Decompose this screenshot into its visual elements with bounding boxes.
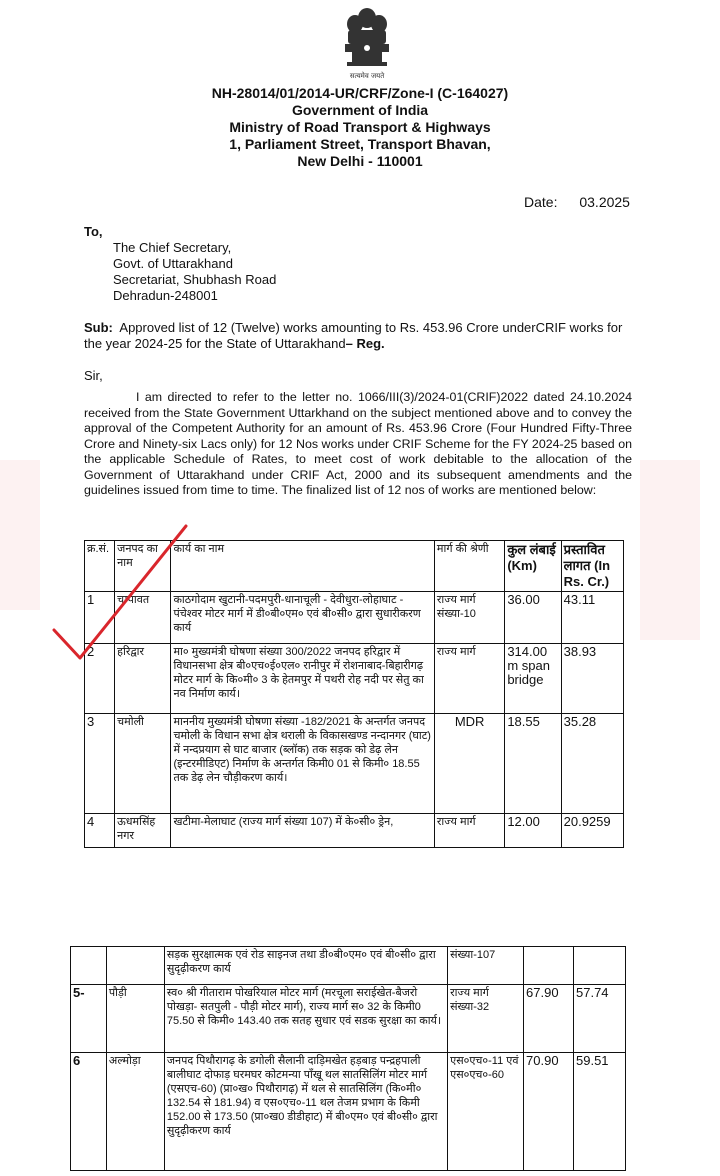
cell-road-class: राज्य मार्ग संख्या-10: [434, 592, 504, 644]
subject-text: Approved list of 12 (Twelve) works amounting to Rs. 453.96 Crore underCRIF works for the year 2024-25 for the State of Uttarakhand: [84, 320, 623, 351]
cell-district: हरिद्वार: [115, 644, 171, 714]
table-row: [71, 947, 626, 985]
cell-road-class: संख्या-107: [448, 947, 524, 985]
cell-work: जनपद पिथौरागढ़ के डगोली सैलानी दाड़िमखेत हड़बाड़ पन्द्रहपाली बालीघाट दोफाड़ घरमघर कोटमन्या पाँखू थल सातसिलिंग मोटर मार्ग (एसएच-60) (प्रा०ख० पिथौरागढ़) में थल से सातसिलिंग (कि०मी० 132.54 से 181.94) व एस०एच०-11 थल तेजम प्रभाग के किमी 152.00 से 173.50 (प्रा०ख0 डीडीहाट) में बी०एम० एवं बी०सी० द्वारा सुदृढ़ीकरण कार्य: [164, 1053, 447, 1171]
salutation: Sir,: [84, 368, 103, 383]
subject-label: Sub:: [84, 320, 113, 335]
cell-sn: 6: [71, 1053, 107, 1171]
header-length: कुल लंबाई (Km): [505, 541, 561, 592]
cell-cost: 59.51: [574, 1053, 626, 1171]
cell-length: 12.00: [505, 814, 561, 848]
cell-district: ऊधमसिंह नगर: [115, 814, 171, 848]
header-road-class: मार्ग की श्रेणी: [434, 541, 504, 592]
address-line-3: Secretariat, Shubhash Road: [113, 272, 277, 287]
cell-road-class: राज्य मार्ग: [434, 644, 504, 714]
date-line: [524, 194, 630, 210]
cell-length: 18.55: [505, 714, 561, 814]
cell-sn: 1: [85, 592, 115, 644]
cell-cost: 57.74: [574, 985, 626, 1053]
cell-cost: 38.93: [561, 644, 623, 714]
works-table-bottom: [70, 946, 626, 1171]
header-work: कार्य का नाम: [171, 541, 434, 592]
cell-district: चमोली: [115, 714, 171, 814]
check-mark-icon: [50, 518, 190, 668]
cell-length: 70.90: [524, 1053, 574, 1171]
cell-length: [524, 947, 574, 985]
recipient-address: [113, 240, 276, 304]
cell-cost: [574, 947, 626, 985]
date-value: 03.2025: [579, 194, 630, 210]
govt-line: Government of India: [291, 102, 429, 118]
cell-sn: 4: [85, 814, 115, 848]
address-line: 1, Parliament Street, Transport Bhavan,: [229, 136, 491, 152]
cell-road-class: एस०एच०-11 एवं एस०एच०-60: [448, 1053, 524, 1171]
header-sn: क्र.सं.: [85, 541, 115, 592]
cell-sn: [71, 947, 107, 985]
cell-work: खटीमा-मेलाघाट (राज्य मार्ग संख्या 107) में के०सी० ड्रेन,: [171, 814, 434, 848]
to-label: To,: [84, 224, 103, 239]
watermark-band-right: [640, 460, 700, 640]
cell-cost: 20.9259: [561, 814, 623, 848]
ministry-line: Ministry of Road Transport & Highways: [229, 119, 491, 135]
table-row: [85, 814, 624, 848]
cell-work: माननीय मुख्यमंत्री घोषणा संख्या -182/2021 के अन्तर्गत जनपद चमोली के विधान सभा क्षेत्र थराली के विकासखण्ड नन्दानगर (घाट) में नन्दप्रयाग से घाट बाजार (ब्लॉक) तक सड़क को डेढ़ लेन (इन्टरमीडिएट) निर्माण के अन्तर्गत किमी0 01 से किमी० 18.55 तक डेढ़ लेन चौड़ीकरण कार्य।: [171, 714, 434, 814]
reference-number: NH-28014/01/2014-UR/CRF/Zone-I (C-164027): [211, 85, 509, 101]
cell-sn: 5-: [71, 985, 107, 1053]
emblem-motto: सत्यमेव जयते: [349, 72, 385, 80]
header-district: जनपद का नाम: [115, 541, 171, 592]
cell-length: 314.00 m span bridge: [505, 644, 561, 714]
table-row: [85, 714, 624, 814]
cell-district: अल्मोड़ा: [106, 1053, 164, 1171]
city-line: New Delhi - 110001: [297, 153, 423, 169]
cell-road-class: राज्य मार्ग संख्या-32: [448, 985, 524, 1053]
cell-length: 67.90: [524, 985, 574, 1053]
body-text: I am directed to refer to the letter no. 1066/III(3)/2024-01(CRIF)2022 dated 24.10.2024 received from the State Government Uttarkhand on the subject mentioned above and to convey the approval of the Competent Authority for an amount of Rs. 453.96 Crore (Four Hundred Fifty-Three Crore and Ninety-six Lacs only) for 12 Nos works under CRIF Scheme for the FY 2024-25 based on the applicable Schedule of Rates, to meet cost of work debitable to the allocation of the Government of Uttarakhand under CRIF Act, 2000 and its subsequent amendments and the guidelines issued from time to time. The finalized list of 12 nos of works are mentioned below:: [84, 390, 632, 497]
body-paragraph: [84, 390, 632, 499]
national-emblem-icon: [332, 4, 402, 84]
cell-work: स्व० श्री गीताराम पोखरियाल मोटर मार्ग (मरचूला सराईखेत-बैजरो पोखड़ा- सतपुली - पौड़ी मोटर मार्ग), राज्य मार्ग स० 32 के किमी0 75.50 से किमी० 143.40 तक सतह सुधार एवं सडक सुरक्षा का कार्य।: [164, 985, 447, 1053]
cell-district: चम्पावत: [115, 592, 171, 644]
cell-work: सड़क सुरक्षात्मक एवं रोड साइनज तथा डी०बी०एम० एवं बी०सी० द्वारा सुदृढ़ीकरण कार्य: [164, 947, 447, 985]
cell-road-class: राज्य मार्ग: [434, 814, 504, 848]
cell-road-class: MDR: [434, 714, 504, 814]
cell-district: पौड़ी: [106, 985, 164, 1053]
table-row: [71, 985, 626, 1053]
subject-line: [84, 320, 632, 352]
table-row: [71, 1053, 626, 1171]
cell-length: 36.00: [505, 592, 561, 644]
date-label: Date:: [524, 194, 558, 210]
header-cost: प्रस्तावित लागत (In Rs. Cr.): [561, 541, 623, 592]
address-line-2: Govt. of Uttarakhand: [113, 256, 233, 271]
cell-work: मा० मुख्यमंत्री घोषणा संख्या 300/2022 जनपद हरिद्वार में विधानसभा क्षेत्र बी०एच०ई०एल० रानीपुर में रोशनाबाद-बिहारीगढ़ मोटर मार्ग के कि०मी० 3 के हेतमपुर में पथरी रोह नदी पर सेतु का नव निर्माण कार्य।: [171, 644, 434, 714]
cell-cost: 43.11: [561, 592, 623, 644]
cell-cost: 35.28: [561, 714, 623, 814]
address-line-1: The Chief Secretary,: [113, 240, 232, 255]
cell-district: [106, 947, 164, 985]
cell-sn: 3: [85, 714, 115, 814]
cell-work: काठगोदाम खुटानी-पदमपुरी-धानाचूली - देवीधुरा-लोहाघाट - पंचेश्वर मोटर मार्ग में डी०बी०एम० एवं बी०सी० द्वारा सुधारीकरण कार्य: [171, 592, 434, 644]
subject-reg: – Reg.: [345, 336, 385, 351]
address-line-4: Dehradun-248001: [113, 288, 218, 303]
cell-sn: 2: [85, 644, 115, 714]
watermark-band-left: [0, 460, 40, 610]
